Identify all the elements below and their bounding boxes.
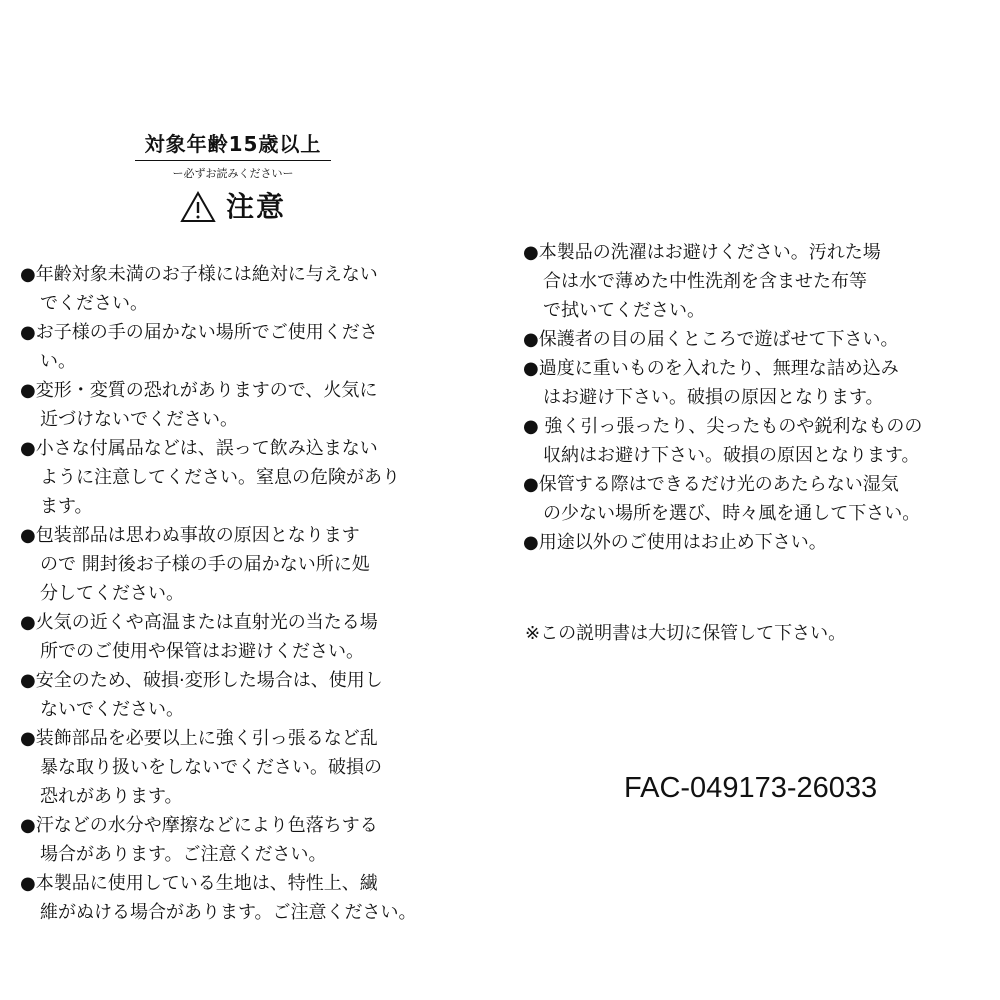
warning-line: ないでください。 — [40, 699, 184, 720]
warning-line: 暴な取り扱いをしないでください。破損の — [40, 757, 382, 778]
warning-line: ●お子様の手の届かない場所でご使用くださ — [20, 322, 378, 343]
warning-line: はお避け下さい。破損の原因となります。 — [543, 387, 884, 408]
warning-line: ●本製品の洗濯はお避けください。汚れた場 — [523, 242, 881, 263]
warning-line: ●年齢対象未満のお子様には絶対に与えない — [20, 264, 378, 285]
caution-heading — [128, 189, 338, 225]
warning-line: ●装飾部品を必要以上に強く引っ張るなど乱 — [20, 728, 378, 749]
warning-item — [20, 434, 470, 521]
warning-item — [20, 521, 470, 608]
warning-line: 維がぬける場合があります。ご注意ください。 — [40, 902, 417, 923]
warning-line: 収納はお避け下さい。破損の原因となります。 — [543, 445, 920, 466]
title-underline — [135, 160, 331, 161]
warning-line: ●保護者の目の届くところで遊ばせて下さい。 — [523, 329, 899, 350]
warning-item — [20, 608, 470, 666]
warning-item — [523, 528, 983, 557]
warning-line: ●保管する際はできるだけ光のあたらない湿気 — [523, 474, 899, 495]
warning-item — [20, 724, 470, 811]
warning-line: 所でのご使用や保管はお避けください。 — [40, 641, 364, 662]
label-header — [128, 130, 338, 225]
warning-item — [20, 260, 470, 318]
warning-item — [20, 376, 470, 434]
age-rating-title: 対象年齢15歳以上 — [144, 132, 322, 156]
warning-item — [523, 238, 983, 325]
warning-line: 近づけないでください。 — [40, 409, 238, 430]
warning-item — [20, 666, 470, 724]
warning-item — [20, 811, 470, 869]
warning-line: ので 開封後お子様の手の届かない所に処 — [40, 554, 370, 575]
warning-line: ● 強く引っ張ったり、尖ったものや鋭利なものの — [523, 416, 923, 437]
warning-line: でください。 — [40, 293, 148, 314]
right-warning-list — [523, 238, 983, 557]
warning-line: 分してください。 — [40, 583, 184, 604]
warning-line: ●安全のため、破損·変形した場合は、使用し — [20, 670, 383, 691]
left-warning-list — [20, 260, 470, 927]
warning-item — [20, 318, 470, 376]
warning-item — [523, 354, 983, 412]
warning-line: ●用途以外のご使用はお止め下さい。 — [523, 532, 827, 553]
warning-line: ●包装部品は思わぬ事故の原因となります — [20, 525, 360, 546]
warning-item — [523, 325, 983, 354]
warning-line: ●汗などの水分や摩擦などにより色落ちする — [20, 815, 378, 836]
warning-line: の少ない場所を選び、時々風を通して下さい。 — [543, 503, 921, 524]
warning-line: ように注意してください。窒息の危険があり — [40, 467, 400, 488]
warning-line: 場合があります。ご注意ください。 — [40, 844, 327, 865]
warning-line: 恐れがあります。 — [40, 786, 183, 807]
warning-line: ●火気の近くや高温または直射光の当たる場 — [20, 612, 378, 633]
warning-line: ●過度に重いものを入れたり、無理な詰め込み — [523, 358, 899, 379]
warning-item — [20, 869, 470, 927]
keep-manual-note: ※この説明書は大切に保管して下さい。 — [525, 623, 847, 644]
warning-line: ます。 — [40, 496, 93, 517]
warning-item — [523, 470, 983, 528]
product-code: FAC-049173-26033 — [624, 772, 878, 804]
warning-line: い。 — [40, 351, 76, 372]
warning-triangle-icon — [180, 191, 216, 223]
must-read-subtitle: ー必ずお読みくださいー — [172, 167, 294, 180]
warning-line: ●小さな付属品などは、誤って飲み込まない — [20, 438, 378, 459]
caution-label: 注意 — [225, 190, 286, 223]
warning-line: 合は水で薄めた中性洗剤を含ませた布等 — [543, 271, 867, 292]
warning-item — [523, 412, 983, 470]
warning-line: ●本製品に使用している生地は、特性上、繊 — [20, 873, 378, 894]
warning-line: で拭いてください。 — [543, 300, 705, 321]
warning-line: ●変形・変質の恐れがありますので、火気に — [20, 380, 378, 401]
